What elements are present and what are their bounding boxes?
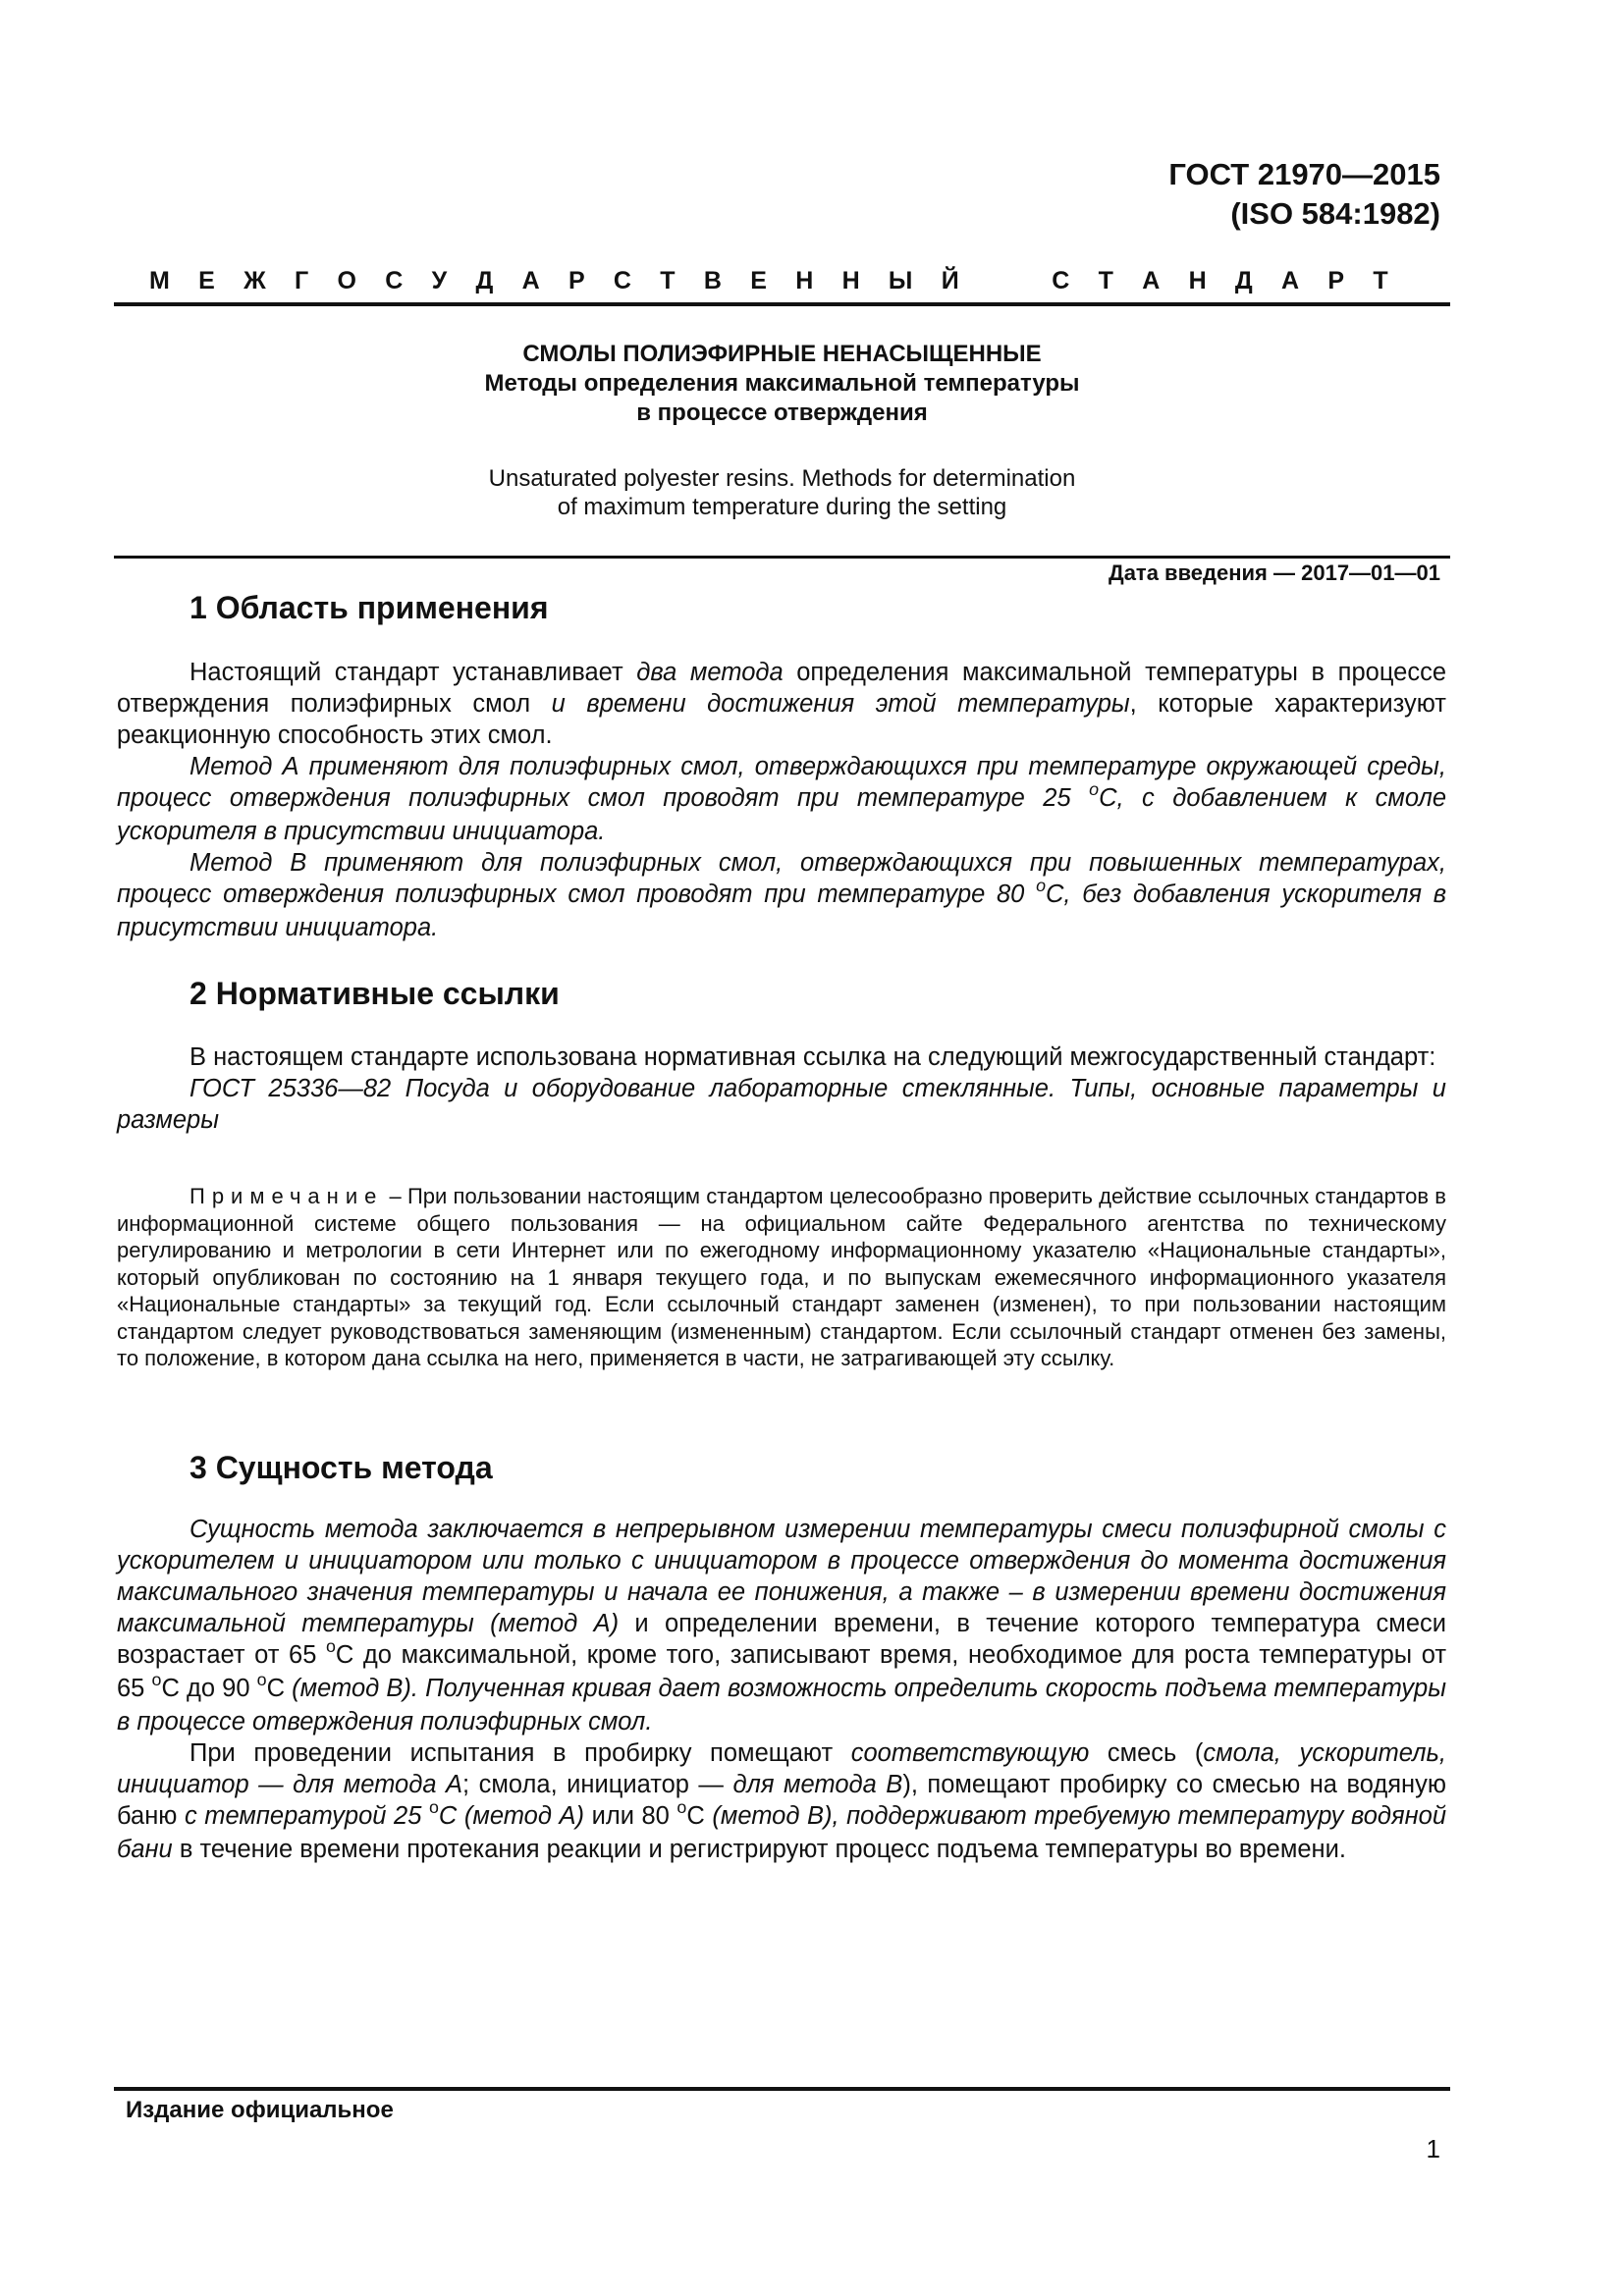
english-title-line-1: Unsaturated polyester resins. Methods for determination <box>488 465 1076 492</box>
text-italic: Метод А применяют для полиэфирных смол, отверждающихся при температуре окружающей среды, процесс отверждения полиэфирных смол проводят при температуре 25 <box>117 753 1446 812</box>
degree-sign: o <box>676 1797 687 1818</box>
header-rule <box>114 302 1450 306</box>
text: С <box>686 1802 713 1830</box>
text-italic: С (метод А) <box>438 1802 585 1830</box>
section-3-heading: 3 Сущность метода <box>189 1450 493 1485</box>
degree-sign: o <box>1089 779 1100 800</box>
document-designation <box>1168 155 1440 234</box>
text-italic: с температурой 25 <box>184 1802 429 1830</box>
heading-letter: С <box>385 267 404 294</box>
note-paragraph <box>117 1183 1446 1372</box>
text: в течение времени протекания реакции и регистрируют процесс подъема температуры во времени. <box>172 1836 1346 1863</box>
text-italic: (метод В). Полученная кривая дает возможность определить скорость подъема температуры в процессе отверждения полиэфирных смол. <box>117 1675 1446 1735</box>
section-3-paragraph-1 <box>117 1514 1446 1737</box>
section-2-note <box>117 1183 1446 1372</box>
text-italic: два метода <box>636 659 784 686</box>
iso-number: (ISO 584:1982) <box>1230 196 1440 231</box>
heading-letter: С <box>613 267 631 294</box>
introduction-date: Дата введения — 2017—01—01 <box>1109 561 1440 585</box>
title-line-3: в процессе отверждения <box>636 400 928 426</box>
heading-letter: Д <box>1234 267 1253 294</box>
text-italic: С, без добавления ускорителя в присутствии инициатора. <box>117 881 1446 941</box>
interstate-standard-heading <box>149 267 1388 295</box>
heading-letter: Д <box>475 267 494 294</box>
title-line-2: Методы определения максимальной температуры <box>484 370 1080 397</box>
note-text: – При пользовании настоящим стандартом целесообразно проверить действие ссылочных стандартов в информационной системе общего пользования — на официальном сайте Федерального агентства по техническому регулированию и метрологии в сети Интернет или по ежегодному информационному указателю «Национальные стандарты», который опубликован по состоянию на 1 января текущего года, и по выпускам ежемесячного информационного указателя «Национальные стандарты» за текущий год. Если ссылочный стандарт заменен (изменен), то при пользовании настоящим стандартом следует руководствоваться заменяющим (измененным) стандартом. Если ссылочный стандарт отменен без замены, то положение, в котором дана ссылка на него, применяется в части, не затрагивающей эту ссылку. <box>117 1184 1446 1370</box>
heading-letter: Е <box>750 267 767 294</box>
degree-sign: o <box>325 1636 336 1657</box>
note-label: Примечание <box>189 1184 384 1208</box>
gost-number: ГОСТ 21970—2015 <box>1168 157 1440 191</box>
text: ; смола, инициатор — <box>462 1771 733 1798</box>
text: , которые характеризуют реакционную способность этих смол. <box>117 690 1446 749</box>
degree-sign: o <box>151 1670 162 1690</box>
text: определения максимальной температуры в процессе отверждения полиэфирных смол <box>117 659 1446 718</box>
text: и определении времени, в течение которого температура смеси возрастает от 65 <box>117 1610 1446 1669</box>
text-italic: и времени достижения этой температуры <box>551 690 1130 718</box>
heading-letter: Н <box>1188 267 1207 294</box>
title-line-1: СМОЛЫ ПОЛИЭФИРНЫЕ НЕНАСЫЩЕННЫЕ <box>522 341 1042 367</box>
heading-letter: Т <box>1098 267 1113 294</box>
section-1-heading: 1 Область применения <box>189 590 549 625</box>
section-1-paragraph-1 <box>117 657 1446 751</box>
text: С до максимальной, кроме того, записывают время, необходимое для роста температуры от 65 <box>117 1641 1446 1702</box>
text-italic: (метод В), поддерживают требуемую температуру водяной бани <box>117 1802 1446 1863</box>
heading-letter: Р <box>568 267 585 294</box>
page-number: 1 <box>1426 2134 1440 2163</box>
heading-letter: М <box>149 267 170 294</box>
section-1-body <box>117 657 1446 943</box>
section-1-paragraph-2 <box>117 751 1446 847</box>
text: С <box>266 1675 293 1702</box>
document-title <box>114 340 1450 428</box>
heading-letter: О <box>337 267 356 294</box>
text-italic: С, с добавлением к смоле ускорителя в присутствии инициатора. <box>117 784 1447 845</box>
heading-letter: Е <box>198 267 215 294</box>
footer-rule <box>114 2087 1450 2091</box>
heading-letter: Г <box>295 267 309 294</box>
section-1-paragraph-3 <box>117 847 1446 943</box>
text-italic: Метод В применяют для полиэфирных смол, отверждающихся при повышенных температурах, процесс отверждения полиэфирных смол проводят при температуре 80 <box>117 849 1446 908</box>
section-3-paragraph-2 <box>117 1737 1446 1865</box>
section-2-reference <box>117 1073 1446 1136</box>
heading-letter: Н <box>841 267 860 294</box>
heading-letter: Й <box>941 267 959 294</box>
text-italic: смола, ускоритель, инициатор — для метода А <box>117 1739 1446 1798</box>
degree-sign: o <box>428 1797 439 1818</box>
text: С до 90 <box>161 1675 257 1702</box>
text-italic: для метода В <box>732 1771 903 1798</box>
heading-letter: А <box>521 267 540 294</box>
text: смесь ( <box>1089 1739 1204 1767</box>
text: или 80 <box>584 1802 677 1830</box>
section-3-body <box>117 1514 1446 1865</box>
heading-letter: У <box>431 267 448 294</box>
heading-letter: Ж <box>243 267 266 294</box>
heading-letter: Н <box>795 267 814 294</box>
section-2-heading: 2 Нормативные ссылки <box>189 976 560 1011</box>
text: При проведении испытания в пробирку помещают <box>189 1739 851 1767</box>
heading-letter: А <box>1281 267 1300 294</box>
text-italic: соответствующую <box>850 1739 1090 1767</box>
heading-letter: Ы <box>888 267 913 294</box>
heading-letter: В <box>703 267 722 294</box>
text-italic: Сущность метода заключается в непрерывном измерении температуры смеси полиэфирной смолы с ускорителем и инициатором или только с инициатором в процессе отверждения до момента достижения максимального значения температуры и начала ее понижения, а также – в измерении времени достижения максимальной температуры (метод А) <box>117 1516 1446 1637</box>
english-title-line-2: of maximum temperature during the setting <box>557 494 1007 520</box>
heading-letter: А <box>1142 267 1161 294</box>
title-rule <box>114 556 1450 559</box>
heading-letter: Т <box>660 267 676 294</box>
text: Настоящий стандарт устанавливает <box>189 659 637 686</box>
heading-word-gap <box>988 267 1023 295</box>
heading-letter: Р <box>1327 267 1345 294</box>
official-edition-label: Издание официальное <box>126 2097 394 2123</box>
text: ), помещают пробирку со смесью на водяную баню <box>117 1771 1446 1830</box>
degree-sign: o <box>256 1670 267 1690</box>
heading-letter: Т <box>1373 267 1388 294</box>
degree-sign: o <box>1036 876 1046 896</box>
heading-letter: С <box>1052 267 1070 294</box>
section-2-body <box>117 1041 1446 1136</box>
section-2-paragraph-1: В настоящем стандарте использована нормативная ссылка на следующий межгосударственный стандарт: <box>189 1043 1436 1071</box>
reference-text: ГОСТ 25336—82 Посуда и оборудование лабораторные стеклянные. Типы, основные параметры и размеры <box>117 1075 1446 1134</box>
english-title <box>114 464 1450 521</box>
